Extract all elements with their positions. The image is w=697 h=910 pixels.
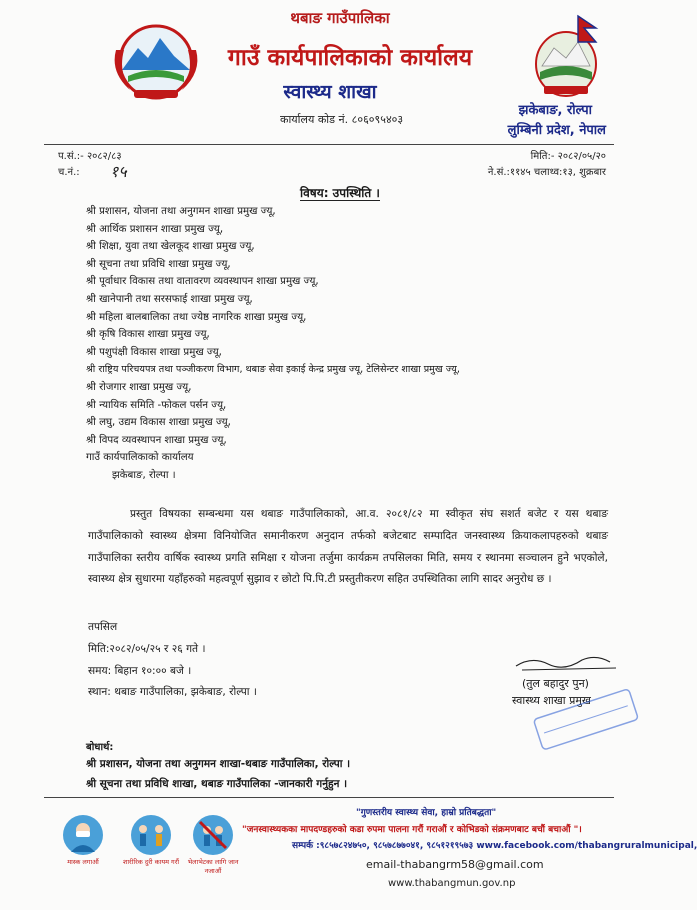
schedule-details: [88, 617, 257, 704]
icon-caption: शारीरिक दुरी कायम गरौं: [122, 858, 180, 866]
recipient-item: श्री सूचना तथा प्रविधि शाखा प्रमुख ज्यू,: [86, 258, 231, 270]
recipient-location: झकेबाङ, रोल्पा ।: [112, 469, 176, 481]
body-paragraph: प्रस्तुत विषयका सम्बन्धमा यस थबाङ गाउँपालिकाको, आ.व. २०८१/८२ मा स्वीकृत संघ सशर्त बजेट र यस थबाङ गाउँपालिकाको स्वास्थ्य क्षेत्रमा विनियोजित समानीकरण अनुदान तर्फको बजेटबाट सम्पादित जनस्वास्थ्य क्रियाकलापहरुको थबाङ गाउँपालिका स्तरीय वार्षिक स्वास्थ्य प्रगति समिक्षा र योजना तर्जुमा कार्यक्रम तपसिलका मिति, समय र स्थानमा सञ्चालन हुने भएकोले, स्वास्थ्य क्षेत्र सुधारमा यहाँहरुको महत्वपूर्ण सुझाव र छोटो पि.पि.टी प्रस्तुतीकरण सहित उपस्थितिका लागि सादर अनुरोध छ ।: [88, 508, 608, 586]
municipality-name: थबाङ गाउँपालिका: [290, 9, 390, 27]
recipient-item: श्री राष्ट्रिय परिचयपत्र तथा पञ्जीकरण विभाग, थबाङ सेवा इकाई केन्द्र प्रमुख ज्यू, टेलिसेन्टर शाखा प्रमुख ज्यू,: [86, 364, 460, 376]
nepal-sambat-date: ने.सं.:११४५ चलाथ्व:१३, शुक्रबार: [487, 167, 606, 178]
signatory-title: स्वास्थ्य शाखा प्रमुख: [512, 694, 591, 707]
recipient-item: श्री न्यायिक समिति -फोकल पर्सन ज्यू,: [86, 399, 227, 411]
footer-website[interactable]: www.thabangmun.gov.np: [388, 878, 516, 889]
footer-contact: सम्पर्क :९८५७८२४७५०, ९८५७८७७०४१, ९८५१२१९५७३ www.facebook.com/thabangruralmunicipal,: [292, 841, 697, 851]
header-divider: [44, 144, 614, 145]
office-code: कार्यालय कोड नं. ८०६०९५४०३: [280, 113, 404, 126]
recipient-item: श्री खानेपानी तथा सरसफाई शाखा प्रमुख ज्यू,: [86, 293, 253, 305]
schedule-date: मिति:२०८२/०५/२५ र २६ गते ।: [88, 642, 206, 655]
recipient-list: [86, 203, 606, 485]
cc-label: बोधार्थ:: [86, 742, 114, 753]
letter-date: मिति:- २०८२/०५/२०: [530, 151, 606, 162]
recipient-item: गाउँ कार्यपालिकाको कार्यालय: [86, 452, 194, 464]
recipient-item: श्री विपद व्यवस्थापन शाखा प्रमुख ज्यू,: [86, 434, 227, 446]
mask-icon: [62, 814, 104, 856]
footer-motto: "गुणस्तरीय स्वास्थ्य सेवा, हाम्रो प्रतिबद्धता": [356, 808, 497, 818]
social-distance-icon: [130, 814, 172, 856]
branch-name: स्वास्थ्य शाखा: [283, 81, 377, 103]
reference-number: प.सं.:- २०८२/८३: [58, 151, 122, 162]
recipient-item: श्री लघु, उद्यम विकास शाखा प्रमुख ज्यू,: [86, 417, 231, 429]
nepal-flag-icon: [572, 14, 602, 44]
icon-caption: मास्क लगाऔं: [67, 858, 99, 866]
recipient-item: श्री पूर्वाधार विकास तथा वातावरण व्यवस्थापन शाखा प्रमुख ज्यू,: [86, 276, 319, 288]
footer-slogan: "जनस्वास्थ्यकका मापदण्डहरुको कडा रुपमा पालना गरौं गराऔं र कोभिडको संक्रमणबाट बचौं बचाऔं "।: [242, 825, 582, 835]
recipient-item: श्री प्रशासन, योजना तथा अनुगमन शाखा प्रमुख ज्यू,: [86, 206, 276, 217]
footer-divider: [44, 797, 614, 798]
address-line-2: लुम्बिनी प्रदेश, नेपाल: [507, 123, 606, 138]
recipient-item: श्री रोजगार शाखा प्रमुख ज्यू,: [86, 381, 192, 393]
schedule-heading: तपसिल: [88, 621, 118, 633]
subject-text: विषय: उपस्थिति ।: [300, 186, 380, 200]
signatory-name: (तुल बहादुर पुन): [522, 677, 589, 690]
dispatch-number-value: १५: [110, 162, 127, 181]
office-name: गाउँ कार्यपालिकाको कार्यालय: [227, 45, 473, 71]
recipient-item: श्री शिक्षा, युवा तथा खेलकूद शाखा प्रमुख ज्यू,: [86, 241, 255, 253]
subject-line: [240, 184, 440, 201]
cc-line: श्री सूचना तथा प्रविधि शाखा, थबाङ गाउँपालिका -जानकारी गर्नुहुन ।: [86, 778, 348, 790]
dispatch-number-label: च.नं.:: [58, 167, 80, 178]
cc-line: श्री प्रशासन, योजना तथा अनुगमन शाखा-थबाङ गाउँपालिका, रोल्पा ।: [86, 758, 351, 770]
letter-body: [88, 504, 608, 591]
no-gathering-icon: [192, 814, 234, 856]
recipient-item: श्री कृषि विकास शाखा प्रमुख ज्यू,: [86, 329, 210, 341]
icon-caption: भेलाभेटका लागि जान नजाऔं: [187, 858, 239, 875]
address-line-1: झकेबाङ, रोल्पा: [518, 103, 592, 118]
schedule-place: स्थान: थबाङ गाउँपालिका, झकेबाङ, रोल्पा ।: [88, 686, 257, 699]
recipient-item: श्री पशुपंक्षी विकास शाखा प्रमुख ज्यू,: [86, 346, 222, 358]
signature-icon: [512, 648, 622, 678]
recipient-item: श्री आर्थिक प्रशासन शाखा प्रमुख ज्यू,: [86, 223, 224, 235]
footer-email[interactable]: email-thabangrm58@gmail.com: [366, 858, 544, 871]
recipient-item: श्री महिला बालबालिका तथा ज्येष्ठ नागरिक शाखा प्रमुख ज्यू,: [86, 311, 307, 323]
schedule-time: समय: बिहान १०:०० बजे ।: [88, 664, 192, 677]
official-stamp-icon: [528, 690, 640, 750]
